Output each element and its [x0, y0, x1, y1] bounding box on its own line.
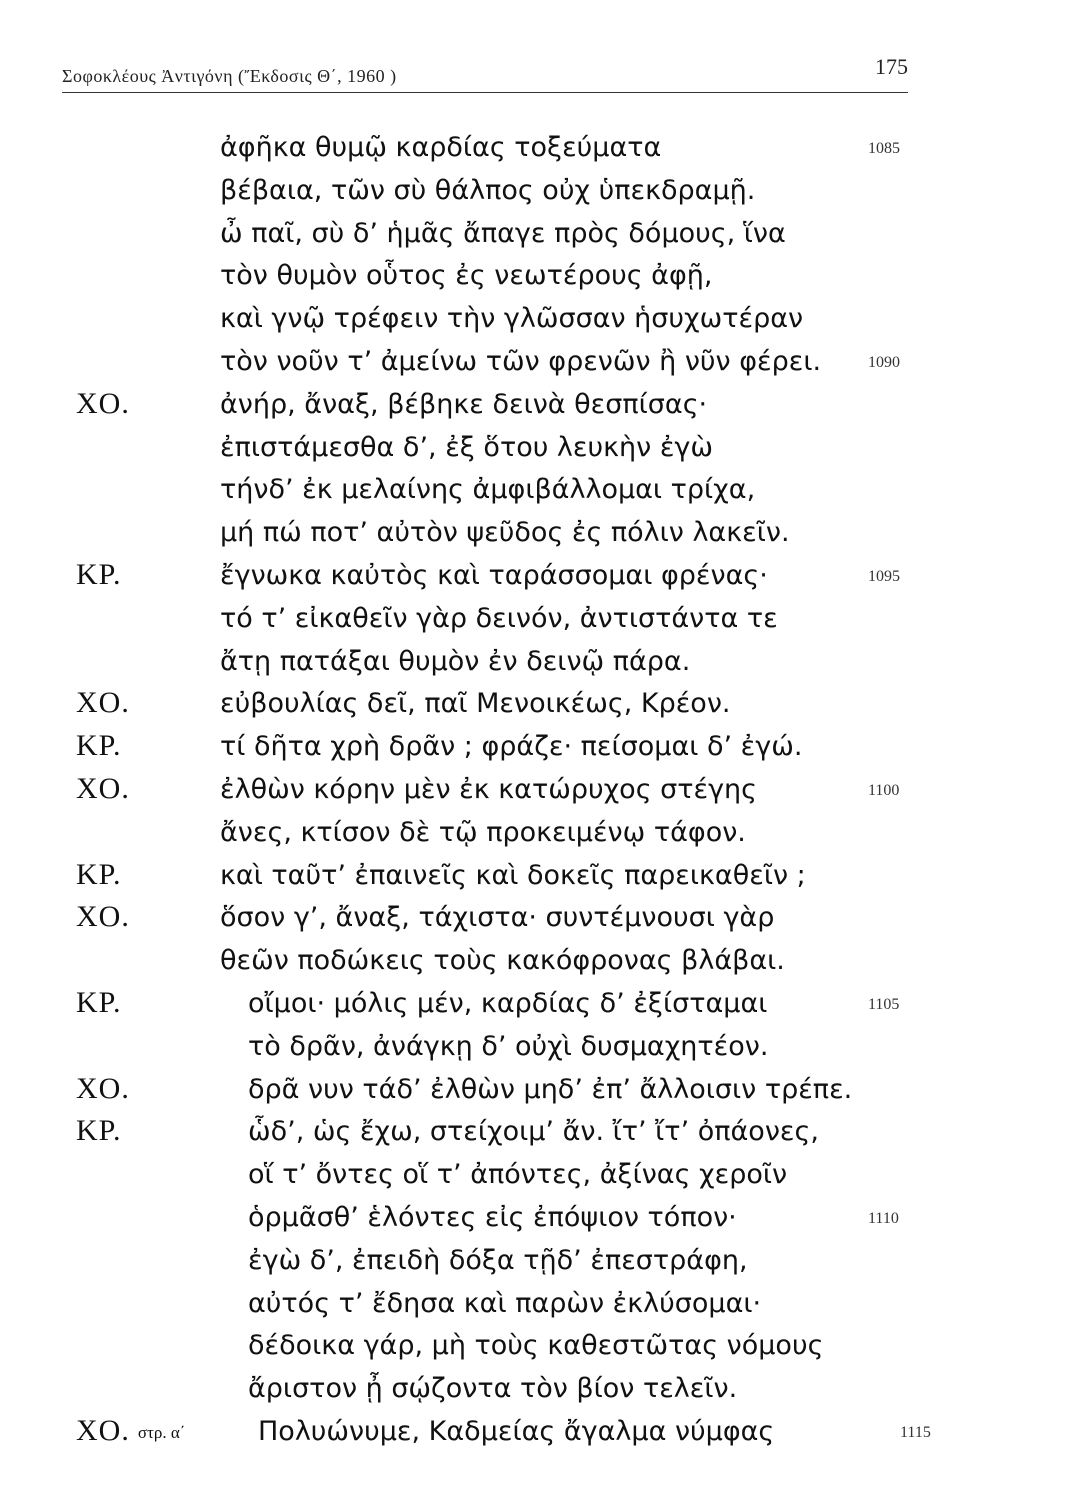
speaker-name: ΚΡ.	[76, 1114, 122, 1148]
verse-line	[0, 1286, 1067, 1328]
verse-text-line: ἐπιστάμεσθα δ’, ἐξ ὅτου λευκὴν ἐγὼ	[220, 431, 714, 463]
verse-text-line: καὶ ταῦτ’ ἐπαινεῖς καὶ δοκεῖς παρεικαθεῖν ;	[220, 859, 806, 891]
verse-text-line: μή πώ ποτ’ αὐτὸν ψεῦδος ἐς πόλιν λακεῖν.	[220, 517, 790, 549]
verse-line	[0, 515, 1067, 557]
speaker-label	[76, 686, 130, 720]
speaker-label	[76, 1072, 130, 1106]
line-number: 1115	[900, 1424, 931, 1441]
verse-text-line: τήνδ’ ἐκ μελαίνης ἀμφιβάλλομαι τρίχα,	[220, 474, 756, 506]
verse-text-line: ἀφῆκα θυμῷ καρδίας τοξεύματα	[220, 132, 662, 163]
verse-text-line: αὐτός τ’ ἔδησα καὶ παρὼν ἐκλύσομαι·	[248, 1287, 762, 1319]
verse-text-line: ἄνες, κτίσον δὲ τῷ προκειμένῳ τάφον.	[220, 816, 746, 848]
strophe-marker: στρ. α΄	[137, 1423, 186, 1443]
speaker-label	[76, 387, 130, 421]
verse-line	[0, 815, 1067, 857]
running-title: Σοφοκλέους Ἀντιγόνη (Ἔκδοσις Θ΄, 1960 )	[62, 66, 397, 86]
running-header	[62, 52, 908, 93]
verse-text-line: δρᾶ νυν τάδ’ ἐλθὼν μηδ’ ἐπ’ ἄλλοισιν τρέπε.	[248, 1073, 853, 1105]
verse-line	[0, 686, 1067, 728]
page-number: 175	[875, 54, 908, 79]
verse-text-line: ἄτῃ πατάξαι θυμὸν ἐν δεινῷ πάρα.	[220, 645, 691, 677]
line-number: 1100	[868, 782, 900, 799]
speaker-label	[76, 1414, 185, 1448]
verse-text-line: ὧδ’, ὡς ἔχω, στείχοιμ’ ἄν. ἴτ’ ἴτ’ ὀπάονες,	[248, 1116, 819, 1148]
speaker-name: ΚΡ.	[76, 857, 122, 891]
verse-text-line: θεῶν ποδώκεις τοὺς κακόφρονας βλάβαι.	[220, 945, 785, 977]
verse-text-line: τὸν νοῦν τ’ ἀμείνω τῶν φρενῶν ἢ νῦν φέρει.	[220, 346, 822, 377]
speaker-label	[76, 986, 122, 1020]
verse-line	[0, 1072, 1067, 1114]
speaker-label	[76, 772, 130, 806]
verse-text-line: ἐγὼ δ’, ἐπειδὴ δόξα τῇδ’ ἐπεστράφη,	[248, 1244, 748, 1276]
verse-line	[0, 1200, 1067, 1242]
line-number: 1085	[868, 140, 900, 157]
verse-text-line: ἐλθὼν κόρην μὲν ἐκ κατώρυχος στέγης	[220, 774, 758, 805]
verse-line	[0, 729, 1067, 771]
verse-text-line: Πολυώνυμε, Καδμείας ἄγαλμα νύμφας	[258, 1416, 775, 1447]
verse-text-line: τὸν θυμὸν οὗτος ἐς νεωτέρους ἀφῇ,	[220, 260, 713, 292]
verse-line	[0, 301, 1067, 343]
verse-line	[0, 900, 1067, 942]
verse-text-line: ἄριστον ᾖ σῴζοντα τὸν βίον τελεῖν.	[248, 1373, 738, 1405]
speaker-label	[76, 1114, 122, 1148]
verse-text-line: ὁρμᾶσθ’ ἑλόντες εἰς ἐπόψιον τόπον·	[248, 1202, 737, 1233]
verse-text-line: τὸ δρᾶν, ἀνάγκῃ δ’ οὐχὶ δυσμαχητέον.	[248, 1030, 769, 1062]
verse-line	[0, 644, 1067, 686]
verse-text-line: ὦ παῖ, σὺ δ’ ἡμᾶς ἄπαγε πρὸς δόμους, ἵνα	[220, 217, 786, 249]
verse-text-line: ὅσον γ’, ἄναξ, τάχιστα· συντέμνουσι γὰρ	[220, 902, 775, 934]
line-number: 1110	[868, 1210, 899, 1227]
verse-text-line: ἀνήρ, ἄναξ, βέβηκε δεινὰ θεσπίσας·	[220, 388, 708, 420]
verse-text-line: οἵ τ’ ὄντες οἵ τ’ ἀπόντες, ἀξίνας χεροῖν	[248, 1159, 788, 1191]
speaker-name: ΚΡ.	[76, 729, 122, 763]
line-number: 1090	[868, 354, 900, 371]
speaker-name: ΧΟ.	[76, 1414, 130, 1447]
verse-line	[0, 1157, 1067, 1199]
verse-text-line: τό τ’ εἰκαθεῖν γὰρ δεινόν, ἀντιστάντα τε	[220, 602, 778, 634]
verse-line	[0, 173, 1067, 215]
verse-line	[0, 130, 1067, 172]
verse-line	[0, 1414, 1067, 1456]
verse-line	[0, 1243, 1067, 1285]
speaker-label	[76, 858, 122, 892]
verse-line	[0, 258, 1067, 300]
verse-line	[0, 1029, 1067, 1071]
verse-line	[0, 858, 1067, 900]
line-number: 1095	[868, 568, 900, 585]
verse-text-line: βέβαια, τῶν σὺ θάλπος οὐχ ὑπεκδραμῇ.	[220, 174, 756, 206]
verse-text-line: ἔγνωκα καὐτὸς καὶ ταράσσομαι φρένας·	[220, 560, 768, 591]
verse-text-line: οἴμοι· μόλις μέν, καρδίας δ’ ἐξίσταμαι	[248, 988, 768, 1019]
speaker-name: ΚΡ.	[76, 558, 122, 591]
speaker-label	[76, 900, 130, 934]
verse-line	[0, 601, 1067, 643]
verse-line	[0, 387, 1067, 429]
verse-line	[0, 1371, 1067, 1413]
verse-line	[0, 986, 1067, 1028]
verse-line	[0, 344, 1067, 386]
verse-text-line: τί δῆτα χρὴ δρᾶν ; φράζε· πείσομαι δ’ ἐγώ.	[220, 731, 803, 763]
verse-text-line: δέδοικα γάρ, μὴ τοὺς καθεστῶτας νόμους	[248, 1330, 824, 1362]
speaker-name: ΧΟ.	[76, 900, 130, 934]
speaker-label	[76, 558, 122, 592]
speaker-name: ΧΟ.	[76, 386, 130, 420]
verse-line	[0, 216, 1067, 258]
verse-line	[0, 1328, 1067, 1370]
speaker-name: ΚΡ.	[76, 986, 122, 1019]
verse-text-line: καὶ γνῷ τρέφειν τὴν γλῶσσαν ἡσυχωτέραν	[220, 303, 804, 335]
verse-line	[0, 772, 1067, 814]
verse-line	[0, 943, 1067, 985]
speaker-label	[76, 729, 122, 763]
verse-text-line: εὐβουλίας δεῖ, παῖ Μενοικέως, Κρέον.	[220, 688, 731, 720]
verse-line	[0, 1114, 1067, 1156]
speaker-name: ΧΟ.	[76, 772, 130, 805]
verse-line	[0, 430, 1067, 472]
speaker-name: ΧΟ.	[76, 686, 130, 720]
verse-line	[0, 472, 1067, 514]
line-number: 1105	[868, 996, 900, 1013]
verse-line	[0, 558, 1067, 600]
speaker-name: ΧΟ.	[76, 1071, 130, 1105]
